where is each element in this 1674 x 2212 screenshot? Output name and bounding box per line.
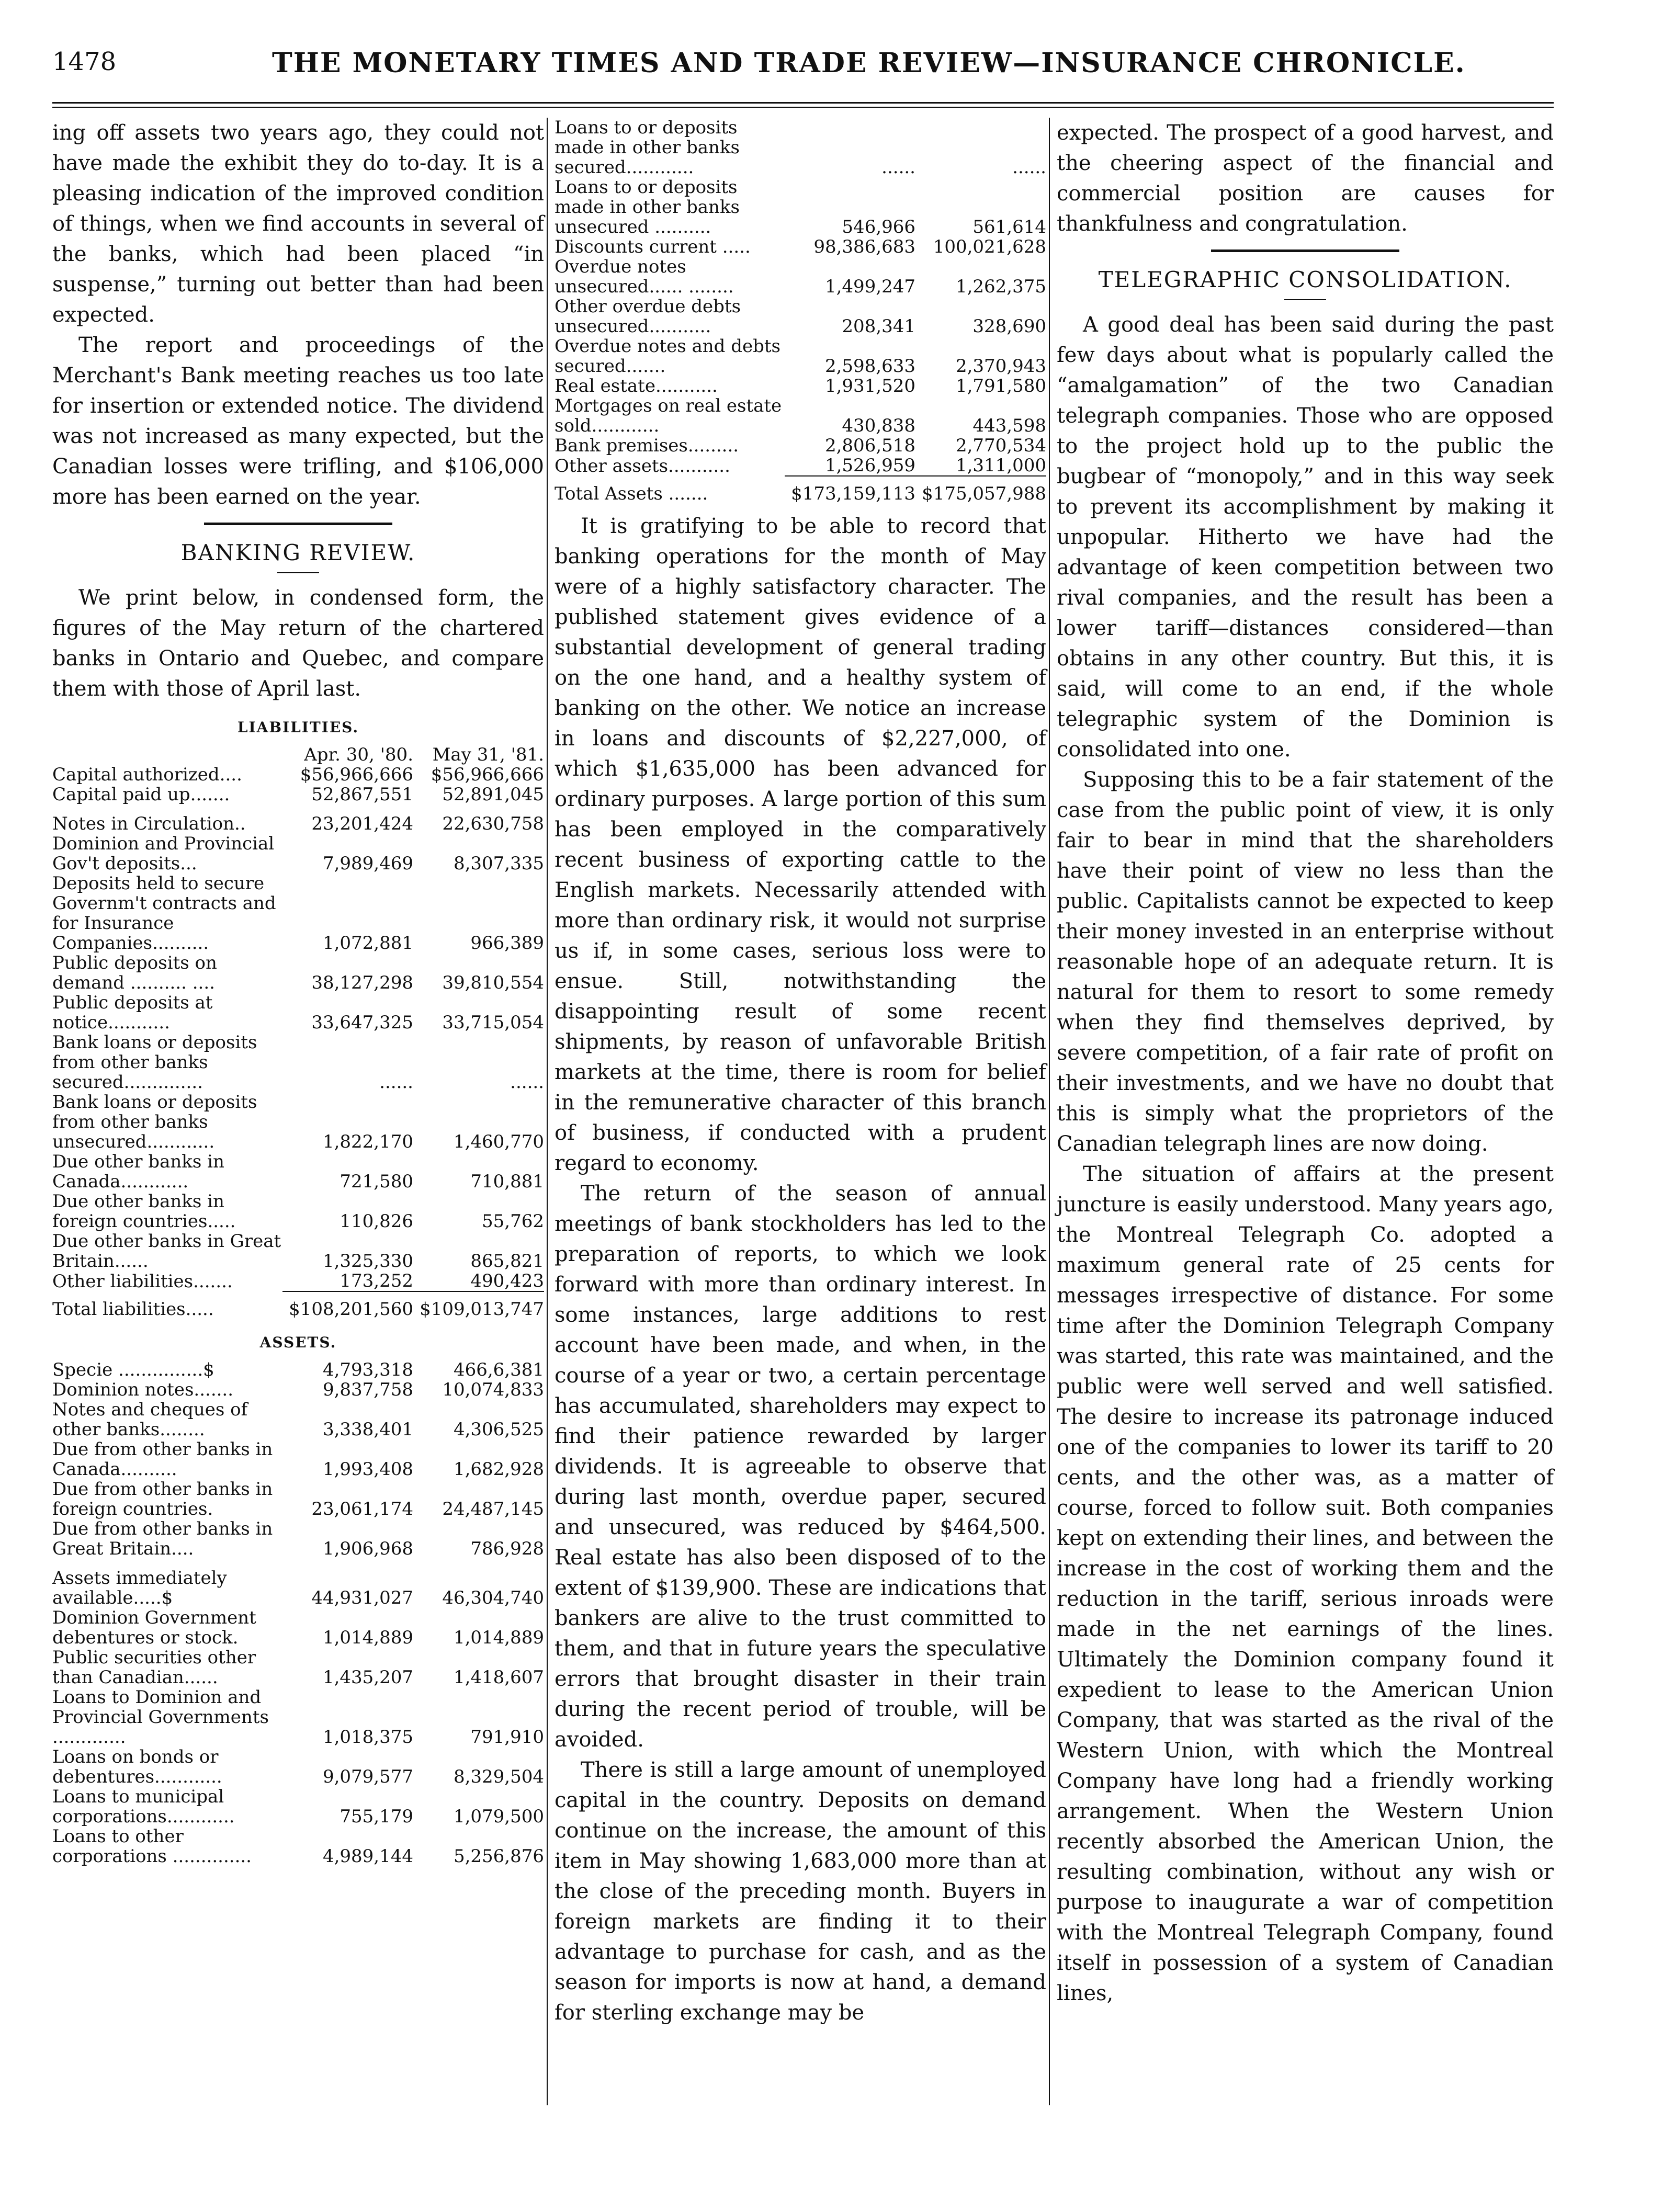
total-assets-row [555, 476, 1046, 504]
row-label: Notes in Circulation.. [52, 813, 246, 834]
table-row [52, 1608, 544, 1648]
row-apr: 1,499,247 [824, 276, 915, 297]
row-label: Due other banks in Great Britain...... [52, 1231, 281, 1272]
row-may: 710,881 [470, 1171, 544, 1192]
paragraph: The situation of affairs at the present juncture is easily understood. Many years ago, the Montreal Telegraph Co. adopted a maximum general rate of 25 cents for messages irrespective of distance. For some time after the Dominion Telegraph Company was started, this rate was maintained, and the public were well served and well satisfied. The desire to increase its patronage induced one of the companies to lower its tariff to 20 cents, and the other was, as a matter of course, forced to follow suit. Both companies kept on extending their lines, and between the increase in the cost of working them and the reduction in the tariff, serious inroads were made in the net earnings of the lines. Ultimately the Dominion company found it expedient to lease to the American Union Company, that was started as the rival of the Western Union, with which the Montreal Company have long had a friendly working arrangement. When the Western Union recently absorbed the American Union, the resulting combination, without any wish or purpose to inaugurate a war of competition with the Montreal Telegraph Company, found itself in possession of a system of Canadian lines, [1057, 1162, 1554, 2005]
row-may: 490,423 [470, 1271, 544, 1291]
table-row [52, 1787, 544, 1827]
row-label: Loans to or deposits made in other banks unsecured .......... [555, 177, 740, 237]
banking-intro: We print below, in condensed form, the figures of the May return of the chartered banks in Ontario and Quebec, and compare them with those of April last. [52, 586, 544, 701]
row-may: 39,810,554 [442, 972, 544, 993]
row-label: Loans to other corporations .............. [52, 1826, 252, 1867]
row-apr: 38,127,298 [311, 972, 413, 993]
row-label: Bank loans or deposits from other banks secured.............. [52, 1032, 257, 1093]
table-row [52, 1559, 544, 1608]
row-label: Public securities other than Canadian...... [52, 1647, 256, 1688]
row-label: Capital paid up....... [52, 784, 230, 805]
table-row [52, 1439, 544, 1479]
table-row [52, 1519, 544, 1559]
row-label: Dominion notes....... [52, 1379, 234, 1400]
column-1 [52, 118, 544, 1866]
row-apr: 98,386,683 [813, 236, 915, 257]
row-apr: 1,526,959 [824, 455, 915, 476]
row-apr: 9,079,577 [322, 1766, 413, 1787]
row-may: 8,329,504 [453, 1766, 544, 1787]
row-label: Overdue notes and debts secured....... [555, 336, 781, 377]
column-3 [1057, 118, 1554, 2009]
row-apr: $108,201,560 [282, 1291, 413, 1319]
assets-table [52, 1360, 544, 1866]
table-row [555, 456, 1046, 476]
liabilities-heading: LIABILITIES. [237, 719, 359, 736]
row-label: Other liabilities....... [52, 1271, 233, 1292]
row-may: 2,370,943 [955, 356, 1046, 377]
paragraph: expected. The prospect of a good harvest, and the cheering aspect of the financial and commercial position are causes for thankfulness and congratulation. [1057, 121, 1554, 236]
row-may: 5,256,876 [453, 1846, 544, 1867]
header-rule [52, 102, 1554, 108]
row-label: Public deposits on demand .......... .... [52, 952, 217, 993]
row-apr: 110,826 [340, 1211, 413, 1232]
row-label: Capital authorized.... [52, 764, 242, 785]
row-apr: 173,252 [340, 1271, 413, 1291]
table-row [52, 953, 544, 993]
table-row [52, 1231, 544, 1271]
row-apr: 23,061,174 [311, 1499, 413, 1519]
row-apr: $56,966,666 [300, 764, 413, 785]
table-row [52, 1092, 544, 1152]
row-may: 1,262,375 [955, 276, 1046, 297]
row-may: 1,682,928 [453, 1459, 544, 1480]
row-may: 1,311,000 [955, 455, 1046, 476]
row-may: 1,791,580 [955, 376, 1046, 396]
row-may: 8,307,335 [453, 853, 544, 874]
paragraph: The return of the season of annual meetings of bank stockholders has led to the preparation of reports, to which we look forward with more than ordinary interest. In some instances, large additions to rest account have been made, and when, in the course of a year or two, a certain percentage has accumulated, shareholders may expect to find their patience rewarded by larger dividends. It is agreeable to observe that during last month, overdue paper, secured and unsecured, was reduced by $464,500. Real estate has also been disposed of to the extent of $139,900. These are indications that bankers are alive to the trust committed to them, and that in future years the speculative errors that brought disaster in their train during the recent period of trouble, will be avoided. [555, 1182, 1046, 1752]
row-may: 10,074,833 [442, 1379, 544, 1400]
row-label: Mortgages on real estate sold............ [555, 395, 782, 436]
row-may: 100,021,628 [933, 236, 1046, 257]
row-apr: 1,435,207 [322, 1667, 413, 1688]
row-apr: 2,806,518 [824, 435, 915, 456]
table-row [555, 336, 1046, 376]
row-label: Dominion Government debentures or stock. [52, 1607, 256, 1648]
row-apr: 721,580 [340, 1171, 413, 1192]
table-row [52, 1033, 544, 1092]
row-apr: 9,837,758 [322, 1379, 413, 1400]
row-label: Notes and cheques of other banks........ [52, 1399, 248, 1440]
row-apr: 1,325,330 [322, 1251, 413, 1272]
row-apr: 33,647,325 [311, 1012, 413, 1033]
table-row [52, 1747, 544, 1787]
row-may: 24,487,145 [442, 1499, 544, 1519]
row-may: 966,389 [470, 933, 544, 954]
table-row [555, 396, 1046, 436]
row-may: 561,614 [972, 217, 1046, 237]
row-label: Other overdue debts unsecured........... [555, 296, 741, 337]
section-separator [204, 523, 392, 525]
row-apr: $173,159,113 [785, 476, 915, 504]
table-row [555, 297, 1046, 336]
table-row [52, 834, 544, 874]
row-apr: 546,966 [842, 217, 915, 237]
paragraph: Supposing this to be a fair statement of the case from the public point of view, it is only fair to bear in mind that the shareholders have their point of view no less than the public. Capitalists cannot be expected to keep their money invested in an enterprise without reasonable hope of an adequate return. It is natural for them to resort to some remedy when they find themselves deprived, by severe competition, of a fair rate of profit on their investments, and we have no doubt that this is simply what the proprietors of the Canadian telegraph lines are now doing. [1057, 768, 1554, 1156]
title-rule [277, 572, 319, 573]
row-label: Due other banks in Canada............ [52, 1151, 224, 1192]
row-may: 786,928 [470, 1538, 544, 1559]
row-label: Due from other banks in Great Britain.... [52, 1518, 273, 1559]
table-row [52, 1648, 544, 1687]
row-may: 1,418,607 [453, 1667, 544, 1688]
row-apr: 1,072,881 [322, 933, 413, 954]
column-rule-1 [547, 118, 548, 2105]
assets-continued-table [555, 118, 1046, 504]
banking-review-title: BANKING REVIEW. [180, 540, 416, 565]
table-row [555, 177, 1046, 237]
row-may: 1,460,770 [453, 1131, 544, 1152]
table-row [52, 1479, 544, 1519]
row-label: Overdue notes unsecured...... ........ [555, 256, 734, 297]
row-label: Loans to municipal corporations............ [52, 1786, 235, 1827]
row-label: Real estate........... [555, 376, 718, 396]
row-may: 791,910 [470, 1727, 544, 1748]
running-title: THE MONETARY TIMES AND TRADE REVIEW—INSURANCE CHRONICLE. [272, 47, 1466, 79]
row-apr: 1,931,520 [824, 376, 915, 396]
row-may: 1,079,500 [453, 1806, 544, 1827]
table-row [52, 1360, 544, 1380]
table-row [52, 874, 544, 953]
row-may: $56,966,666 [431, 764, 544, 785]
row-apr: 44,931,027 [311, 1587, 413, 1608]
paragraph: The report and proceedings of the Merchant's Bank meeting reaches us too late for insertion or extended notice. The dividend was not increased as many expected, but the Canadian losses were trifling, and $106,000 more has been earned on the year. [52, 333, 544, 509]
row-may: $109,013,747 [413, 1291, 544, 1319]
total-liabilities-row [52, 1291, 544, 1319]
row-may: 33,715,054 [442, 1012, 544, 1033]
table-row [52, 765, 544, 785]
row-apr: ...... [881, 157, 915, 178]
table-row [52, 1152, 544, 1192]
table-row [52, 1827, 544, 1866]
row-label: Bank loans or deposits from other banks unsecured............ [52, 1092, 257, 1152]
table-row [52, 1192, 544, 1231]
table-row [52, 1380, 544, 1400]
row-label: Loans to or deposits made in other banks secured............ [555, 117, 740, 178]
paragraph: ing off assets two years ago, they could not have made the exhibit they do to-day. It is a pleasing indication of the improved condition of things, when we find accounts in several of the banks, which had been placed “in suspense,” turning out better than had been expected. [52, 121, 544, 327]
row-apr: 4,793,318 [322, 1359, 413, 1380]
row-may: 52,891,045 [442, 784, 544, 805]
paragraph: It is gratifying to be able to record that banking operations for the month of May were of a highly satisfactory character. The published statement gives evidence of a substantial development of general trading on the one hand, and a healthy system of banking on the other. We notice an increase in loans and discounts of $2,227,000, of which $1,635,000 has been advanced for ordinary purposes. A large portion of this sum has been employed in the comparatively recent business of exporting cattle to the English markets. Necessarily attended with more than ordinary risk, it would not surprise us if, in some cases, serious loss were to ensue. Still, notwithstanding the disappointing result of some recent shipments, by reason of unfavorable British markets at the time, there is room for belief in the remunerative character of this branch of business, if conducted with a prudent regard to economy. [555, 514, 1046, 1175]
column-2 [555, 118, 1046, 2028]
row-apr: 755,179 [340, 1806, 413, 1827]
row-label: Dominion and Provincial Gov't deposits... [52, 833, 275, 874]
row-apr: ...... [379, 1072, 413, 1093]
row-apr: 4,989,144 [322, 1846, 413, 1867]
row-may: 443,598 [972, 415, 1046, 436]
paragraph: A good deal has been said during the past few days about what is popularly called the “amalgamation” of the two Canadian telegraph companies. Those who are opposed to the project hold up to the public the bugbear of “monopoly,” and in this way seek to prevent its accomplishment by making it unpopular. Hitherto we have had the advantage of keen competition between two rival companies, and the result has been a lower tariff—distances considered—than obtains in any other country. But this, it is said, will come to an end, if the whole telegraphic system of the Dominion is consolidated into one. [1057, 313, 1554, 762]
row-label: Assets immediately available.....$ [52, 1568, 227, 1608]
row-may: ...... [510, 1072, 544, 1093]
row-apr: 52,867,551 [311, 784, 413, 805]
table-row [555, 376, 1046, 396]
row-label: Loans on bonds or debentures............ [52, 1746, 222, 1787]
row-label: Deposits held to secure Governm't contracts and for Insurance Companies.......... [52, 873, 276, 954]
table-row [52, 804, 544, 834]
table-row [52, 1271, 544, 1291]
liabilities-table [52, 745, 544, 1319]
row-apr: 1,018,375 [322, 1727, 413, 1748]
table-row [555, 118, 1046, 177]
row-label: Total liabilities..... [52, 1299, 214, 1320]
row-may: 1,014,889 [453, 1627, 544, 1648]
row-label: Specie ...............$ [52, 1359, 214, 1380]
telegraphic-title: TELEGRAPHIC CONSOLIDATION. [1098, 267, 1512, 292]
row-apr: 1,822,170 [322, 1131, 413, 1152]
table-row [555, 257, 1046, 297]
row-may: ...... [1012, 157, 1046, 178]
table-row [52, 1400, 544, 1439]
row-apr: 1,906,968 [322, 1538, 413, 1559]
col-apr-header: Apr. 30, '80. [304, 744, 413, 765]
row-may: 865,821 [470, 1251, 544, 1272]
table-header-row [52, 745, 544, 765]
row-may: 46,304,740 [442, 1587, 544, 1608]
row-apr: 7,989,469 [322, 853, 413, 874]
row-apr: 1,993,408 [322, 1459, 413, 1480]
row-may: 4,306,525 [453, 1419, 544, 1440]
row-label: Loans to Dominion and Provincial Governments ............. [52, 1687, 269, 1748]
row-label: Total Assets ....... [555, 483, 708, 504]
assets-heading: ASSETS. [259, 1334, 337, 1351]
row-may: 22,630,758 [442, 813, 544, 834]
column-rule-2 [1049, 118, 1050, 2105]
row-label: Bank premises......... [555, 435, 739, 456]
row-label: Due other banks in foreign countries..... [52, 1191, 236, 1232]
page-number: 1478 [52, 47, 117, 76]
page-header [52, 41, 1601, 98]
row-label: Discounts current ..... [555, 236, 751, 257]
row-label: Due from other banks in foreign countries. [52, 1479, 273, 1519]
row-apr: 1,014,889 [322, 1627, 413, 1648]
row-may: 328,690 [972, 316, 1046, 337]
row-apr: 208,341 [842, 316, 915, 337]
table-row [52, 993, 544, 1033]
row-apr: 3,338,401 [322, 1419, 413, 1440]
row-apr: 23,201,424 [311, 813, 413, 834]
table-row [52, 785, 544, 804]
table-row [555, 237, 1046, 257]
row-apr: 2,598,633 [824, 356, 915, 377]
table-row [555, 436, 1046, 456]
row-label: Public deposits at notice........... [52, 992, 213, 1033]
row-may: 55,762 [482, 1211, 544, 1232]
section-separator [1211, 249, 1399, 252]
title-rule [1284, 299, 1326, 300]
row-label: Due from other banks in Canada.......... [52, 1439, 273, 1480]
row-apr: 430,838 [842, 415, 915, 436]
row-may: 2,770,534 [955, 435, 1046, 456]
col-may-header: May 31, '81. [432, 744, 544, 765]
table-row [52, 1687, 544, 1747]
paragraph: There is still a large amount of unemployed capital in the country. Deposits on demand continue on the increase, the amount of this item in May showing 1,683,000 more than at the close of the preceding month. Buyers in foreign markets are finding it to their advantage to purchase for cash, and as the season for imports is now at hand, a demand for sterling exchange may be [555, 1758, 1046, 2025]
row-may: $175,057,988 [915, 476, 1046, 504]
row-label: Other assets........... [555, 456, 730, 477]
row-may: 466,6,381 [453, 1359, 544, 1380]
